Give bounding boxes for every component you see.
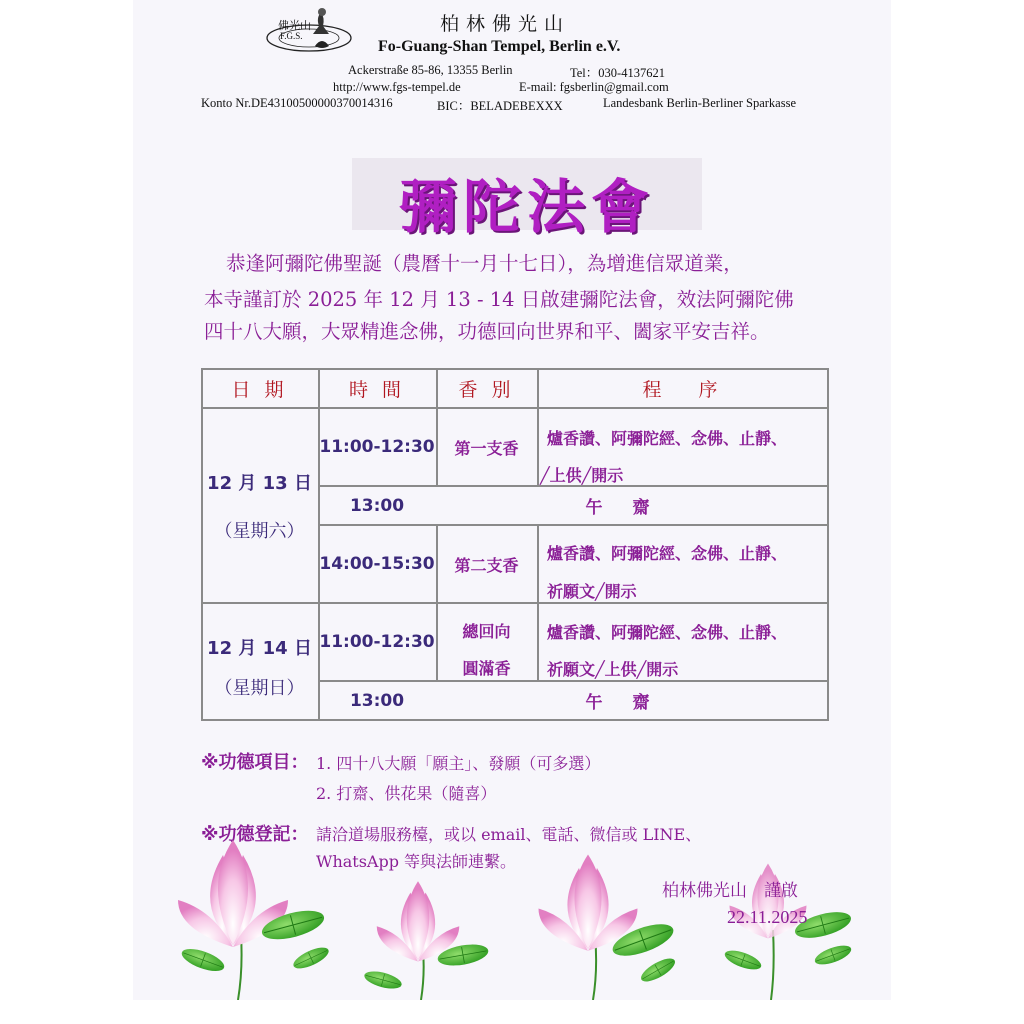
- header-incense: 香 別: [458, 379, 515, 401]
- row2-time: 13:00: [349, 495, 405, 516]
- row4-incense-line1: 總回向: [462, 621, 511, 641]
- intro-line-2: 本寺謹訂於 2025 年 12 月 13 - 14 日啟建彌陀法會，效法阿彌陀佛: [204, 288, 794, 311]
- merit-item-2: 2. 打齋、供花果（隨喜）: [316, 784, 497, 803]
- bic-code: BIC：BELADEBEXXX: [437, 99, 563, 113]
- day2-weekday: （星期日）: [214, 678, 305, 699]
- telephone: Tel：030-4137621: [570, 66, 665, 80]
- row1-program-line1: 爐香讚、阿彌陀經、念佛、止靜、: [547, 429, 788, 448]
- header-time: 時 間: [348, 379, 406, 401]
- merit-register-line-2: WhatsApp 等與法師連繫。: [316, 852, 517, 871]
- merit-items-label: ※功德項目：: [201, 752, 309, 773]
- event-title: 彌陀法會: [398, 173, 655, 241]
- schedule-table: [201, 368, 829, 721]
- address: Ackerstraße 85-86, 13355 Berlin: [348, 63, 513, 77]
- website-link[interactable]: http://www.fgs-tempel.de: [333, 80, 461, 94]
- row4-time: 11:00-12:30: [319, 632, 435, 652]
- day2-date: 12 月 14 日: [207, 638, 312, 659]
- bank-name: Landesbank Berlin-Berliner Sparkasse: [603, 96, 796, 110]
- logo-subtext: F.G.S.: [280, 31, 303, 41]
- row3-incense: 第二支香: [454, 555, 519, 575]
- row1-incense: 第一支香: [454, 438, 519, 458]
- merit-item-1: 1. 四十八大願「願主」、發願（可多選）: [316, 754, 601, 773]
- temple-name-english: Fo-Guang-Shan Tempel, Berlin e.V.: [378, 38, 621, 55]
- signature-organization: 柏林佛光山 謹啟: [662, 881, 798, 901]
- row4-program-line1: 爐香讚、阿彌陀經、念佛、止靜、: [547, 623, 788, 642]
- email-link[interactable]: E-mail: fgsberlin@gmail.com: [519, 80, 669, 94]
- row1-program-line2: ╱上供╱開示: [540, 466, 624, 485]
- row4-incense-line2: 圓滿香: [462, 658, 511, 678]
- header-program: 程 序: [642, 379, 722, 401]
- row2-meal: 午齋: [585, 498, 680, 518]
- row4-program-line2: 祈願文╱上供╱開示: [547, 660, 679, 679]
- signature-date: 22.11.2025: [727, 907, 808, 927]
- intro-line-3: 四十八大願，大眾精進念佛，功德回向世界和平、闔家平安吉祥。: [204, 320, 770, 343]
- day1-date: 12 月 13 日: [207, 473, 312, 494]
- row1-time: 11:00-12:30: [319, 437, 435, 457]
- merit-register-line-1: 請洽道場服務檯，或以 email、電話、微信或 LINE、: [316, 825, 702, 844]
- temple-name-chinese: 柏林佛光山: [440, 13, 571, 35]
- row3-time: 14:00-15:30: [319, 554, 435, 574]
- logo-text: 佛光山: [278, 20, 311, 32]
- bank-account: Konto Nr.DE43100500000370014316: [201, 96, 393, 110]
- row5-meal: 午齋: [585, 693, 680, 713]
- day1-weekday: （星期六）: [214, 521, 305, 542]
- intro-line-1: 恭逢阿彌陀佛聖誕（農曆十一月十七日），為增進信眾道業，: [226, 252, 743, 275]
- row3-program-line2: 祈願文╱開示: [547, 582, 637, 601]
- row3-program-line1: 爐香讚、阿彌陀經、念佛、止靜、: [547, 544, 788, 563]
- merit-register-label: ※功德登記：: [201, 824, 309, 845]
- row5-time: 13:00: [349, 690, 405, 711]
- header-date: 日 期: [231, 379, 288, 401]
